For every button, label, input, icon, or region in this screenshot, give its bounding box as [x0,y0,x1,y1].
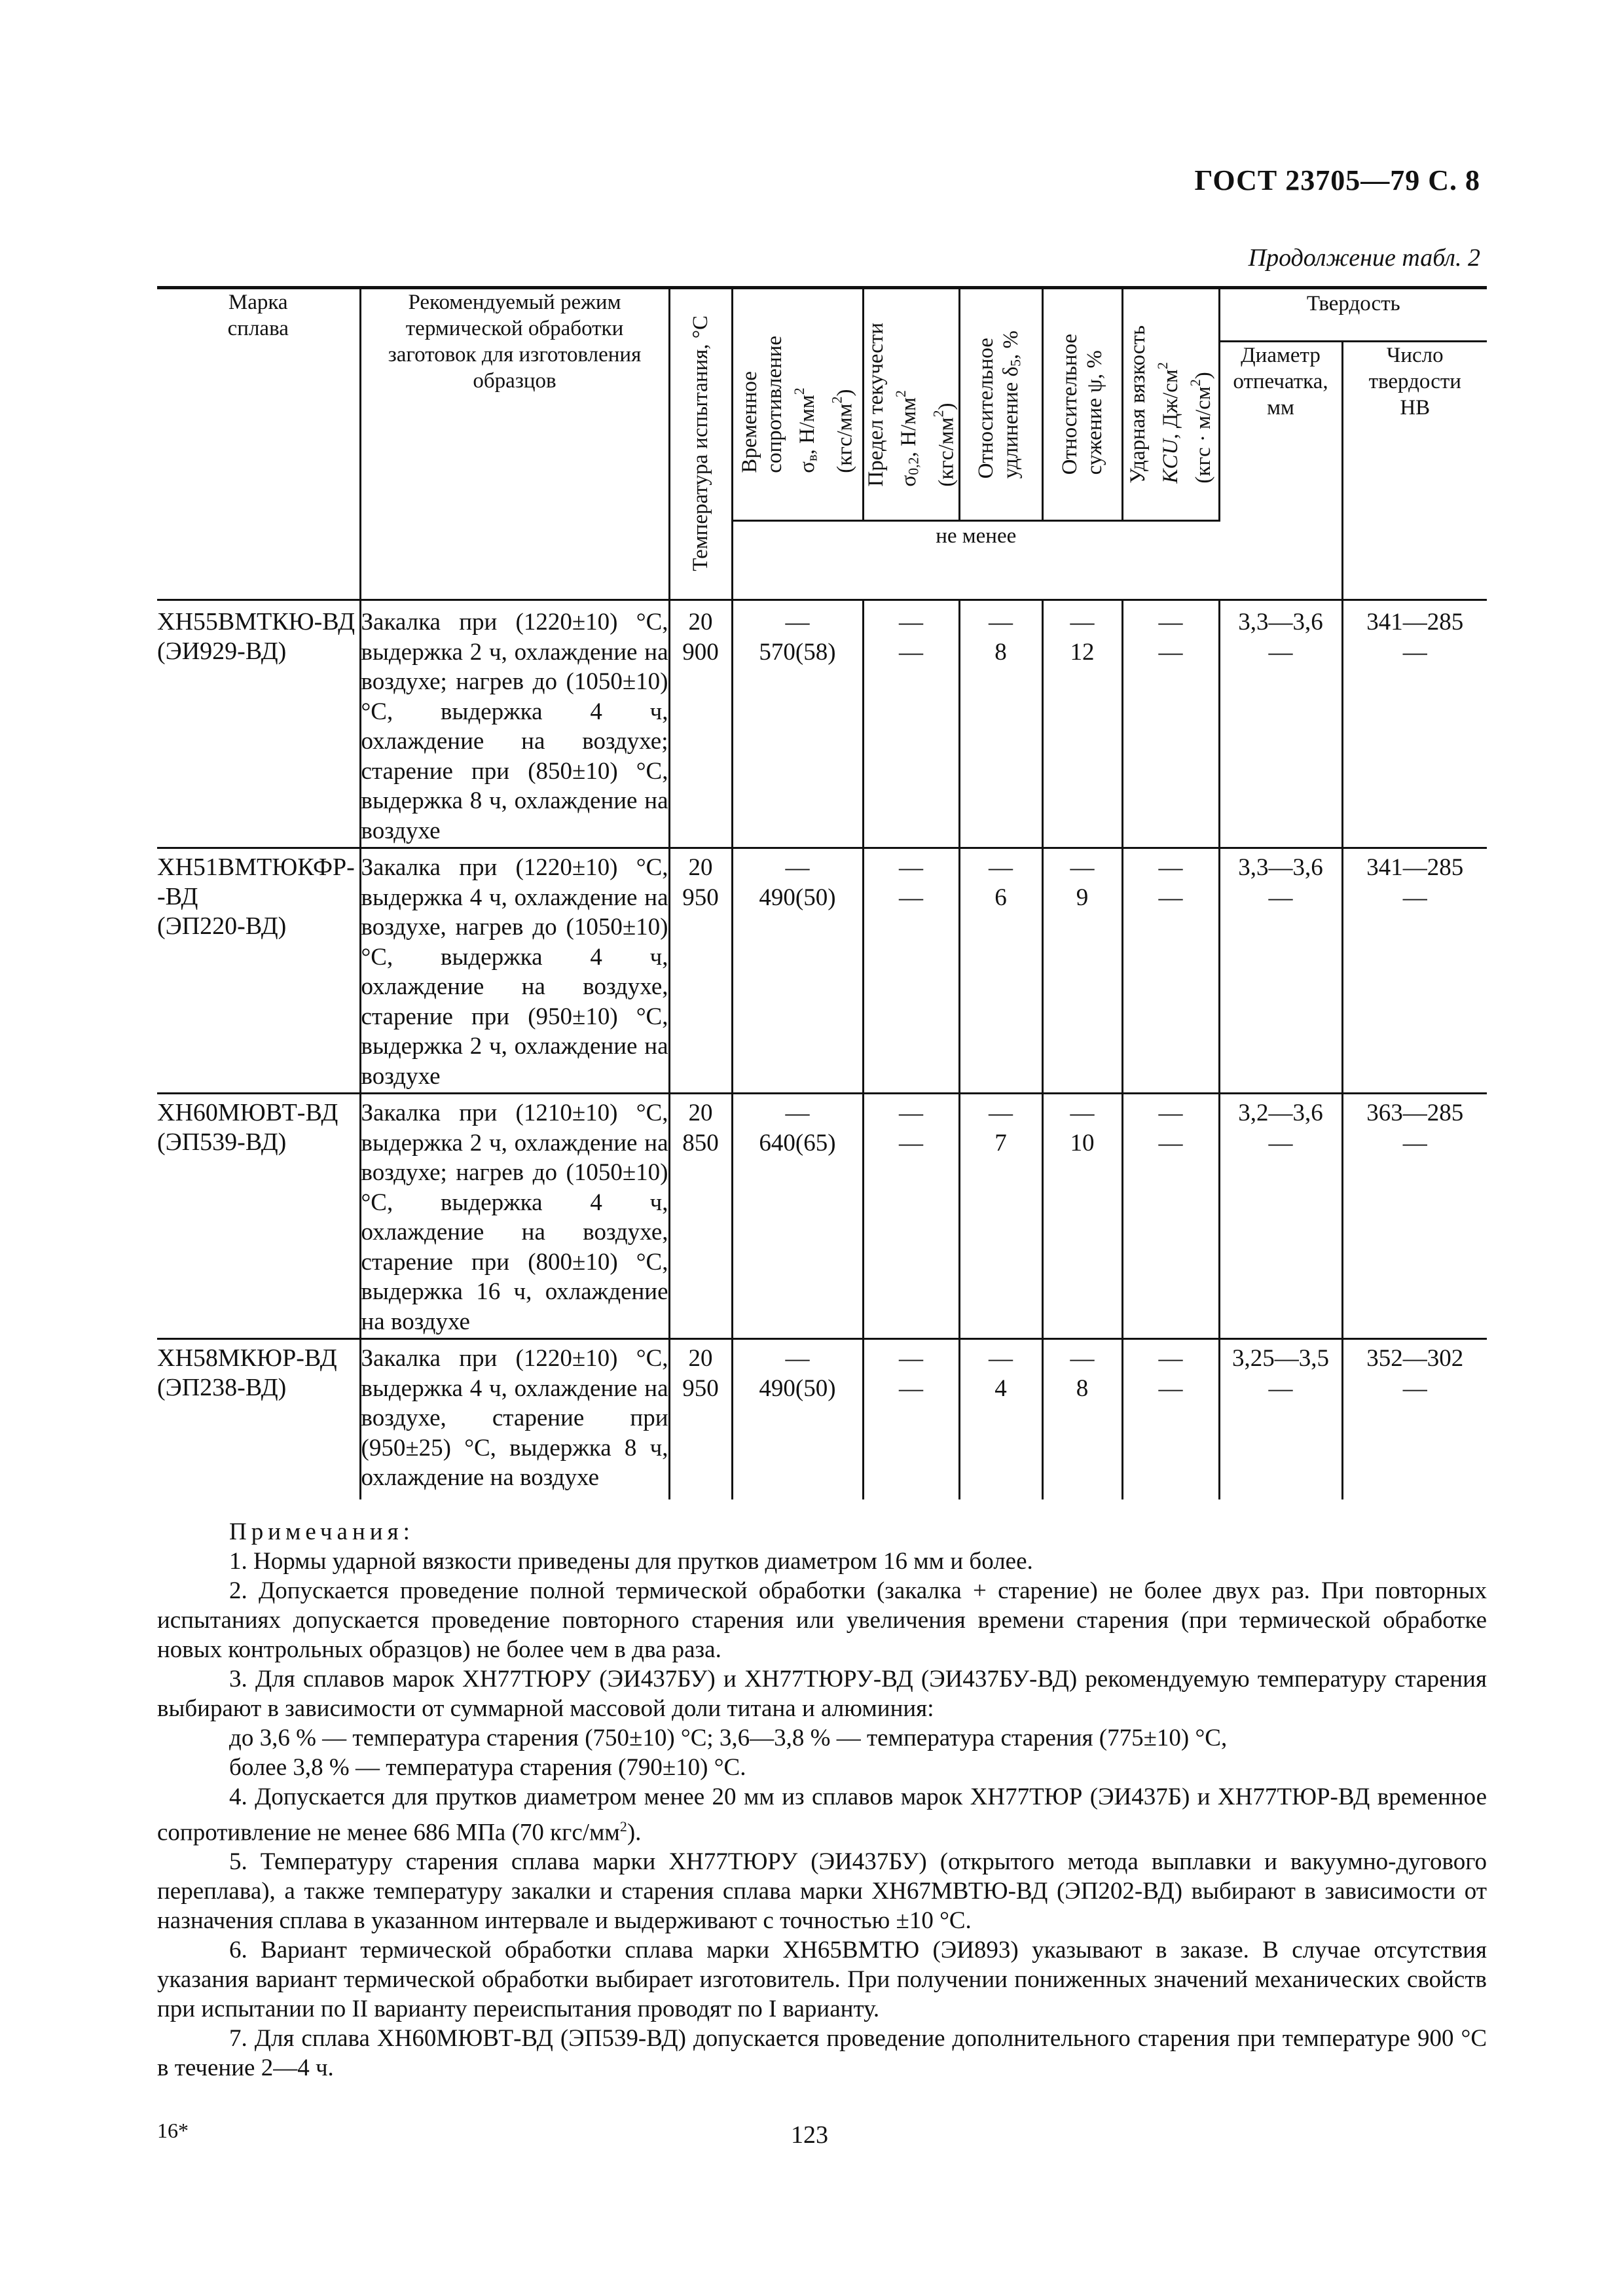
table-row [157,848,1487,1094]
cell-narrowing: — 12 [1042,600,1122,848]
cell-impact: — — [1122,600,1219,848]
notes-title: Примечания: [229,1518,414,1545]
cell-temperature: 20 900 [669,600,732,848]
cell-strength: — 490(50) [732,1339,863,1499]
header-temperature: Температура испытания, °C [669,288,732,600]
cell-temperature: 20 850 [669,1094,732,1339]
cell-hb: 363—285 — [1342,1094,1487,1339]
cell-impact: — — [1122,1339,1219,1499]
cell-strength: — 570(58) [732,600,863,848]
footer-sheet-mark: 16* [157,2119,189,2142]
header-narrowing: Относительное сужение ψ, % [1042,288,1122,521]
cell-yield: — — [863,1339,959,1499]
note-5: 5. Температуру старения сплава марки ХН77ТЮРУ (ЭИ437БУ) (открытого метода выплавки и вакуумно-дугового переплава), а также температуру закалки и старения сплава марки ХН67МВТЮ-ВД (ЭП202-ВД) выбирают в зависимости от назначения сплава в указанном интервале и выдерживают с точностью ±10 °C. [157,1848,1487,1935]
header-hardness: Твердость [1219,288,1487,342]
cell-grade: ХН60МЮВТ-ВД (ЭП539-ВД) [157,1094,360,1339]
table-caption: Продолжение табл. 2 [1248,244,1480,272]
cell-strength: — 640(65) [732,1094,863,1339]
header-yield: Предел текучести $\sigma_{0,2}$, $Н/мм^2$ $(кгс/мм^2)$ [863,288,959,521]
header-elongation: Относительное удлинение $\delta_5$, % [959,288,1042,521]
cell-hb: 352—302 — [1342,1339,1487,1499]
notes-section [157,1517,1487,2083]
cell-hb: 341—285 — [1342,848,1487,1094]
cell-yield: — — [863,1094,959,1339]
note-4: 4. Допускается для прутков диаметром менее 20 мм из сплавов марок ХН77ТЮР (ЭИ437Б) и ХН77ТЮР-ВД временное сопротивление не менее 686 МПа (70 кгс/$мм^2$). [157,1784,1487,1846]
header-diameter: Диаметр отпечатка, мм [1219,342,1342,600]
note-3-range-b: более 3,8 % — температура старения (790±10) °C. [229,1754,746,1781]
properties-table [157,286,1487,1499]
header-grade: Марка сплава [157,288,360,600]
header-not-less: не менее [732,521,1219,600]
note-3: 3. Для сплавов марок ХН77ТЮРУ (ЭИ437БУ) и ХН77ТЮРУ-ВД (ЭИ437БУ-ВД) рекомендуемую температуру старения выбирают в зависимости от суммарной массовой доли титана и алюминия: [157,1666,1487,1722]
cell-temperature: 20 950 [669,848,732,1094]
note-6: 6. Вариант термической обработки сплава марки ХН65ВМТЮ (ЭИ893) указывают в заказе. В случае отсутствия указания вариант термической обработки выбирает изготовитель. При получении пониженных значений механических свойств при испытании по II варианту переиспытания проводят по I варианту. [157,1937,1487,2023]
note-2: 2. Допускается проведение полной термической обработки (закалка + старение) не более двух раз. При повторных испытаниях допускается проведение повторного старения или увеличения времени старения (при термической обработке новых контрольных образцов) не более чем в два раза. [157,1577,1487,1663]
cell-grade: ХН55ВМТКЮ-ВД (ЭИ929-ВД) [157,600,360,848]
cell-narrowing: — 8 [1042,1339,1122,1499]
cell-impact: — — [1122,848,1219,1094]
cell-yield: — — [863,600,959,848]
header-regime: Рекомендуемый режим термической обработки заготовок для изготовления образцов [360,288,669,600]
table-row [157,1339,1487,1499]
cell-grade: ХН51ВМТЮКФР- -ВД (ЭП220-ВД) [157,848,360,1094]
cell-grade: ХН58МКЮР-ВД (ЭП238-ВД) [157,1339,360,1499]
note-1: 1. Нормы ударной вязкости приведены для прутков диаметром 16 мм и более. [229,1548,1033,1575]
cell-elongation: — 8 [959,600,1042,848]
cell-regime: Закалка при (1210±10) °C, выдержка 2 ч, охлаждение на воздухе; нагрев до (1050±10) °C, выдержка 4 ч, охлаждение на воздухе, старение при (800±10) °C, выдержка 16 ч, охлаждение на воздухе [360,1094,669,1339]
cell-temperature: 20 950 [669,1339,732,1499]
note-7: 7. Для сплава ХН60МЮВТ-ВД (ЭП539-ВД) допускается проведение дополнительного старения при температуре 900 °C в течение 2—4 ч. [157,2025,1487,2082]
page-number: 123 [791,2121,828,2149]
cell-strength: — 490(50) [732,848,863,1094]
header-hb: Число твердости НВ [1342,342,1487,600]
cell-elongation: — 4 [959,1339,1042,1499]
cell-diameter: 3,3—3,6 — [1219,600,1342,848]
table-row [157,1094,1487,1339]
cell-regime: Закалка при (1220±10) °C, выдержка 2 ч, охлаждение на воздухе; нагрев до (1050±10) °C, выдержка 4 ч, охлаждение на воздухе; старение при (850±10) °C, выдержка 8 ч, охлаждение на воздухе [360,600,669,848]
cell-diameter: 3,2—3,6 — [1219,1094,1342,1339]
header-strength: Временное сопротивление $\sigma_в$, $Н/мм^2$ $(кгс/мм^2)$ [732,288,863,521]
cell-narrowing: — 10 [1042,1094,1122,1339]
cell-yield: — — [863,848,959,1094]
header-impact: Ударная вязкость KCU, $Дж/см^2$ $(кгс \cdot м/см^2)$ [1122,288,1219,521]
cell-impact: — — [1122,1094,1219,1339]
cell-regime: Закалка при (1220±10) °C, выдержка 4 ч, охлаждение на воздухе, нагрев до (1050±10) °C, выдержка 4 ч, охлаждение на воздухе, старение при (950±10) °C, выдержка 2 ч, охлаждение на воздухе [360,848,669,1094]
cell-elongation: — 6 [959,848,1042,1094]
cell-regime: Закалка при (1220±10) °C, выдержка 4 ч, охлаждение на воздухе, старение при (950±25) °C, выдержка 8 ч, охлаждение на воздухе [360,1339,669,1499]
cell-elongation: — 7 [959,1094,1042,1339]
cell-narrowing: — 9 [1042,848,1122,1094]
table-row [157,600,1487,848]
page-header: ГОСТ 23705—79 С. 8 [1194,164,1480,196]
cell-hb: 341—285 — [1342,600,1487,848]
cell-diameter: 3,25—3,5 — [1219,1339,1342,1499]
cell-diameter: 3,3—3,6 — [1219,848,1342,1094]
note-3-range-a: до 3,6 % — температура старения (750±10) °C; 3,6—3,8 % — температура старения (775±10) °C, [229,1725,1228,1751]
